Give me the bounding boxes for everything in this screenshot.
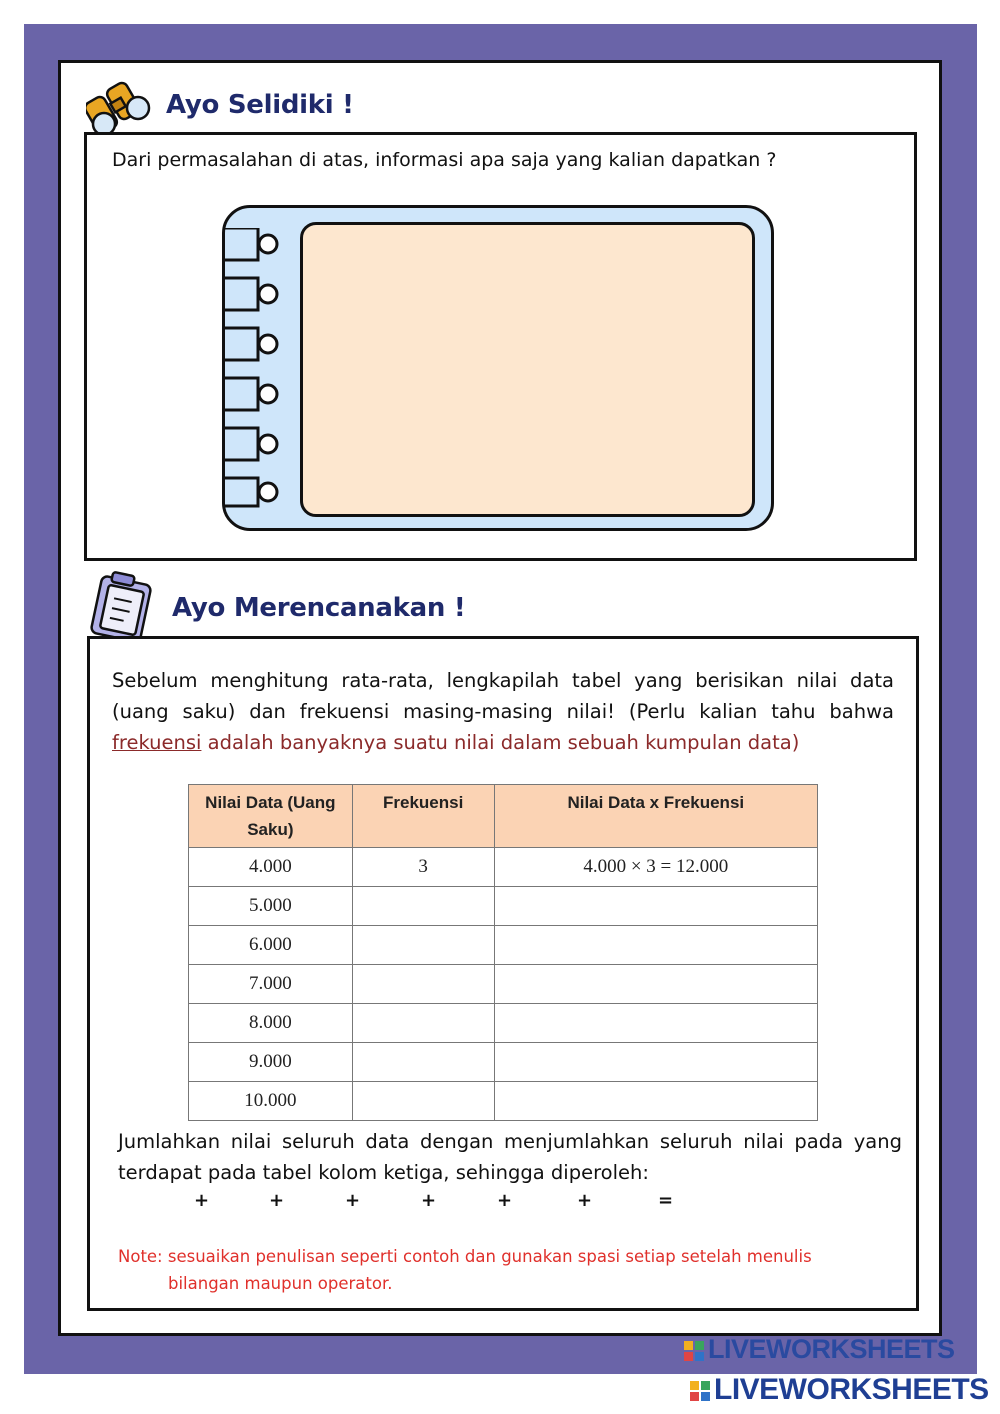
liveworksheets-watermark: LIVEWORKSHEETS (690, 1373, 989, 1407)
header-frekuensi: Frekuensi (352, 785, 494, 848)
liveworksheets-logo-icon (684, 1341, 704, 1361)
table-row (189, 926, 818, 965)
product-input[interactable] (494, 887, 817, 926)
product-cell: 4.000 × 3 = 12.000 (494, 848, 817, 887)
nilai-data-cell: 7.000 (189, 965, 353, 1004)
plus-operator: + (497, 1190, 513, 1211)
product-input[interactable] (494, 1082, 817, 1121)
clipboard-icon (86, 570, 162, 646)
equals-operator: = (658, 1190, 674, 1211)
section-title-merencanakan: Ayo Merencanakan ! (172, 593, 466, 623)
frekuensi-term: frekuensi (112, 731, 202, 754)
note-text: Note: sesuaikan penulisan seperti contoh dan gunakan spasi setiap setelah menulis bilangan maupun operator. (118, 1247, 812, 1293)
liveworksheets-logo-icon (690, 1381, 710, 1401)
table-row (189, 887, 818, 926)
answer-textarea[interactable] (300, 222, 755, 517)
table-row (189, 1043, 818, 1082)
frekuensi-input[interactable] (352, 965, 494, 1004)
table-row (189, 1082, 818, 1121)
frekuensi-input[interactable] (352, 1082, 494, 1121)
frekuensi-input[interactable] (352, 1004, 494, 1043)
nilai-data-cell: 6.000 (189, 926, 353, 965)
table-row (189, 848, 818, 887)
product-input[interactable] (494, 1043, 817, 1082)
plus-operator: + (577, 1190, 593, 1211)
product-input[interactable] (494, 965, 817, 1004)
frekuensi-cell: 3 (352, 848, 494, 887)
section-title-selidiki: Ayo Selidiki ! (166, 90, 354, 120)
data-table (188, 784, 818, 1121)
plus-operator: + (421, 1190, 437, 1211)
table-header-row (189, 785, 818, 848)
frekuensi-input[interactable] (352, 1043, 494, 1082)
table-row (189, 965, 818, 1004)
nilai-data-cell: 5.000 (189, 887, 353, 926)
frekuensi-input[interactable] (352, 926, 494, 965)
liveworksheets-watermark: LIVEWORKSHEETS (684, 1334, 955, 1365)
nilai-data-cell: 4.000 (189, 848, 353, 887)
plus-operator: + (345, 1190, 361, 1211)
nilai-data-cell: 9.000 (189, 1043, 353, 1082)
sum-instruction: Jumlahkan nilai seluruh data dengan menjumlahkan seluruh nilai pada yang terdapat pada tabel kolom ketiga, sehingga diperoleh: (118, 1130, 902, 1184)
table-row (189, 1004, 818, 1043)
plus-operator: + (194, 1190, 210, 1211)
selidiki-question: Dari permasalahan di atas, informasi apa saja yang kalian dapatkan ? (112, 149, 777, 171)
header-nilai-x-frekuensi: Nilai Data x Frekuensi (494, 785, 817, 848)
frekuensi-input[interactable] (352, 887, 494, 926)
header-nilai-data: Nilai Data (Uang Saku) (189, 785, 353, 848)
product-input[interactable] (494, 1004, 817, 1043)
plus-operator: + (269, 1190, 285, 1211)
product-input[interactable] (494, 926, 817, 965)
binoculars-icon (86, 78, 160, 140)
notebook-rings-icon (222, 228, 284, 508)
instruction-paragraph: Sebelum menghitung rata-rata, lengkapilah tabel yang berisikan nilai data (uang saku) dan frekuensi masing-masing nilai! (Perlu kalian tahu bahwa frekuensi adalah banyaknya suatu nilai dalam sebuah kumpulan data) (112, 669, 894, 754)
nilai-data-cell: 10.000 (189, 1082, 353, 1121)
nilai-data-cell: 8.000 (189, 1004, 353, 1043)
